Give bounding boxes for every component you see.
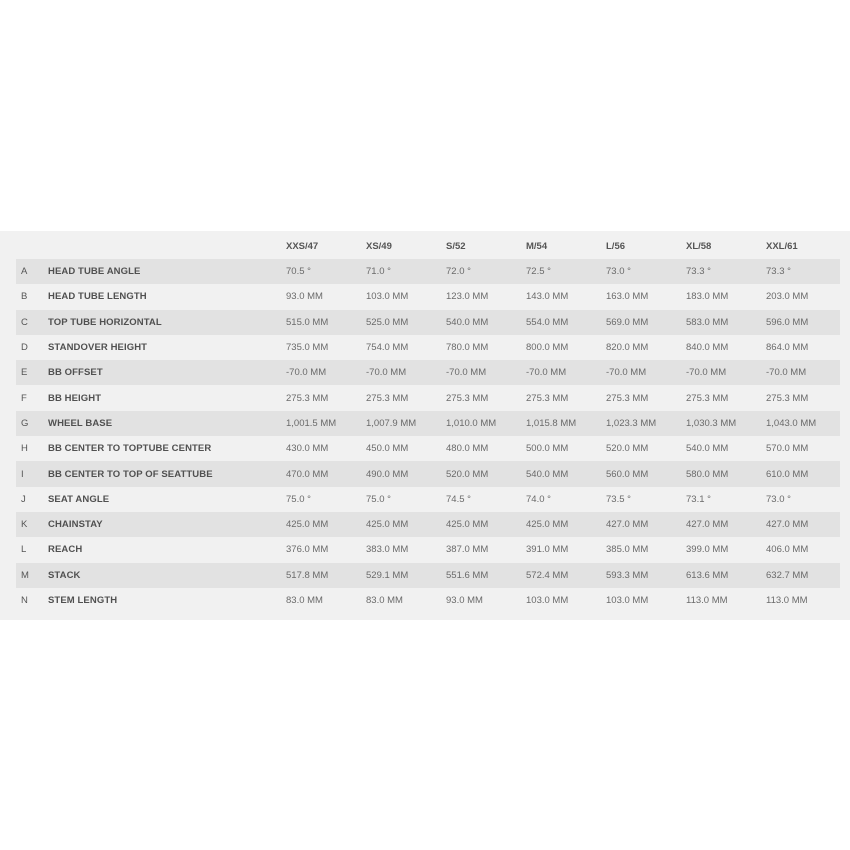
table-row <box>16 411 840 436</box>
measurement-name: STACK <box>48 569 81 581</box>
measurement-value: 275.3 MM <box>286 392 329 404</box>
measurement-value: 113.0 MM <box>766 595 808 606</box>
measurement-name: BB HEIGHT <box>48 392 102 404</box>
measurement-value: 551.6 MM <box>446 569 489 581</box>
measurement-value: 540.0 MM <box>686 443 729 455</box>
row-letter: B <box>21 291 28 303</box>
measurement-value: 525.0 MM <box>366 316 409 328</box>
measurement-value: 113.0 MM <box>686 595 728 606</box>
measurement-name: STANDOVER HEIGHT <box>48 342 148 354</box>
measurement-value: 520.0 MM <box>446 468 489 480</box>
measurement-value: 632.7 MM <box>766 569 809 581</box>
measurement-name: STEM LENGTH <box>48 595 118 606</box>
measurement-value: 1,007.9 MM <box>366 417 417 429</box>
measurement-value: 183.0 MM <box>686 291 729 303</box>
header-size-m54: M/54 <box>526 241 548 252</box>
measurement-value: 517.8 MM <box>286 569 329 581</box>
measurement-value: 83.0 MM <box>366 595 403 606</box>
measurement-value: 425.0 MM <box>286 519 329 531</box>
measurement-value: 75.0 ° <box>286 493 311 505</box>
measurement-name: WHEEL BASE <box>48 417 113 429</box>
measurement-value: 123.0 MM <box>446 291 489 303</box>
measurement-name: BB CENTER TO TOPTUBE CENTER <box>48 443 212 455</box>
row-letter: J <box>21 493 26 505</box>
measurement-value: 572.4 MM <box>526 569 569 581</box>
measurement-name: REACH <box>48 544 83 556</box>
table-row <box>16 259 840 284</box>
table-row <box>16 588 840 613</box>
measurement-value: 275.3 MM <box>446 392 489 404</box>
measurement-value: 490.0 MM <box>366 468 409 480</box>
measurement-value: 780.0 MM <box>446 342 489 354</box>
measurement-value: 430.0 MM <box>286 443 329 455</box>
header-size-xl58: XL/58 <box>686 241 712 252</box>
measurement-value: 72.0 ° <box>446 266 471 278</box>
measurement-value: 387.0 MM <box>446 544 489 556</box>
header-size-xxl61: XXL/61 <box>766 241 798 252</box>
measurement-value: 73.3 ° <box>686 266 711 278</box>
measurement-value: 73.3 ° <box>766 266 791 278</box>
measurement-value: 596.0 MM <box>766 316 809 328</box>
measurement-value: 427.0 MM <box>606 519 649 531</box>
measurement-value: 74.5 ° <box>446 493 471 505</box>
measurement-value: 1,043.0 MM <box>766 417 817 429</box>
measurement-value: -70.0 MM <box>446 367 487 379</box>
row-letter: H <box>21 443 28 455</box>
measurement-value: 425.0 MM <box>446 519 489 531</box>
measurement-name: HEAD TUBE ANGLE <box>48 266 141 278</box>
measurement-value: -70.0 MM <box>526 367 567 379</box>
measurement-name: SEAT ANGLE <box>48 493 110 505</box>
header-size-l56: L/56 <box>606 241 626 252</box>
measurement-value: 1,015.8 MM <box>526 417 577 429</box>
header-size-s52: S/52 <box>446 241 466 252</box>
measurement-value: -70.0 MM <box>766 367 807 379</box>
measurement-value: 554.0 MM <box>526 316 569 328</box>
measurement-value: 569.0 MM <box>606 316 649 328</box>
measurement-value: 93.0 MM <box>446 595 483 606</box>
measurement-value: 570.0 MM <box>766 443 809 455</box>
measurement-value: 71.0 ° <box>366 266 391 278</box>
table-row <box>16 310 840 335</box>
geometry-panel <box>0 231 850 620</box>
table-row <box>16 385 840 410</box>
measurement-value: 1,010.0 MM <box>446 417 497 429</box>
measurement-value: 73.5 ° <box>606 493 631 505</box>
measurement-value: 406.0 MM <box>766 544 809 556</box>
row-letter: G <box>21 417 29 429</box>
measurement-value: 376.0 MM <box>286 544 329 556</box>
table-row <box>16 461 840 486</box>
measurement-value: 73.0 ° <box>766 493 791 505</box>
measurement-value: 103.0 MM <box>606 595 649 606</box>
measurement-name: HEAD TUBE LENGTH <box>48 291 147 303</box>
measurement-value: 425.0 MM <box>366 519 409 531</box>
table-row <box>16 487 840 512</box>
measurement-value: 70.5 ° <box>286 266 311 278</box>
measurement-value: 103.0 MM <box>526 595 569 606</box>
measurement-value: -70.0 MM <box>606 367 647 379</box>
measurement-value: 593.3 MM <box>606 569 649 581</box>
measurement-value: 203.0 MM <box>766 291 809 303</box>
measurement-value: 1,023.3 MM <box>606 417 657 429</box>
table-row <box>16 436 840 461</box>
measurement-value: 275.3 MM <box>526 392 569 404</box>
measurement-value: 391.0 MM <box>526 544 569 556</box>
measurement-value: 93.0 MM <box>286 291 323 303</box>
row-letter: L <box>21 544 27 556</box>
measurement-value: 163.0 MM <box>606 291 649 303</box>
measurement-value: 103.0 MM <box>366 291 409 303</box>
measurement-value: 560.0 MM <box>606 468 649 480</box>
header-size-xxs47: XXS/47 <box>286 241 319 252</box>
measurement-value: 73.1 ° <box>686 493 711 505</box>
measurement-value: 500.0 MM <box>526 443 569 455</box>
measurement-value: 540.0 MM <box>446 316 489 328</box>
measurement-value: 275.3 MM <box>366 392 409 404</box>
measurement-value: 1,030.3 MM <box>686 417 737 429</box>
table-row <box>16 284 840 309</box>
measurement-name: BB OFFSET <box>48 367 103 379</box>
row-letter: M <box>21 569 29 581</box>
measurement-value: 75.0 ° <box>366 493 391 505</box>
measurement-value: 864.0 MM <box>766 342 809 354</box>
measurement-name: BB CENTER TO TOP OF SEATTUBE <box>48 468 213 480</box>
row-letter: K <box>21 519 28 531</box>
measurement-value: 72.5 ° <box>526 266 551 278</box>
measurement-value: 83.0 MM <box>286 595 323 606</box>
measurement-value: 470.0 MM <box>286 468 329 480</box>
measurement-value: 143.0 MM <box>526 291 569 303</box>
header-size-xs49: XS/49 <box>366 241 392 252</box>
row-letter: D <box>21 342 28 354</box>
row-letter: N <box>21 595 28 606</box>
measurement-value: 610.0 MM <box>766 468 809 480</box>
measurement-value: 275.3 MM <box>606 392 649 404</box>
measurement-value: 735.0 MM <box>286 342 329 354</box>
measurement-value: 275.3 MM <box>686 392 729 404</box>
measurement-value: 480.0 MM <box>446 443 489 455</box>
measurement-value: 520.0 MM <box>606 443 649 455</box>
header-measurement <box>48 234 286 259</box>
measurement-value: 1,001.5 MM <box>286 417 337 429</box>
measurement-value: -70.0 MM <box>286 367 327 379</box>
header-letter <box>16 234 48 259</box>
measurement-value: 427.0 MM <box>766 519 809 531</box>
measurement-name: CHAINSTAY <box>48 519 103 531</box>
measurement-value: 754.0 MM <box>366 342 409 354</box>
measurement-value: 450.0 MM <box>366 443 409 455</box>
measurement-value: 583.0 MM <box>686 316 729 328</box>
measurement-value: 613.6 MM <box>686 569 729 581</box>
measurement-value: 399.0 MM <box>686 544 729 556</box>
measurement-value: 540.0 MM <box>526 468 569 480</box>
geometry-table <box>16 234 840 613</box>
measurement-value: 515.0 MM <box>286 316 329 328</box>
measurement-value: 840.0 MM <box>686 342 729 354</box>
measurement-value: -70.0 MM <box>366 367 407 379</box>
table-row <box>16 563 840 588</box>
measurement-value: 820.0 MM <box>606 342 649 354</box>
measurement-value: 74.0 ° <box>526 493 551 505</box>
row-letter: C <box>21 316 28 328</box>
measurement-value: 385.0 MM <box>606 544 649 556</box>
row-letter: I <box>21 468 24 480</box>
row-letter: A <box>21 266 28 278</box>
table-row <box>16 335 840 360</box>
table-row <box>16 360 840 385</box>
measurement-name: TOP TUBE HORIZONTAL <box>48 316 162 328</box>
measurement-value: 529.1 MM <box>366 569 409 581</box>
measurement-value: 425.0 MM <box>526 519 569 531</box>
measurement-value: 580.0 MM <box>686 468 729 480</box>
table-header-row <box>16 234 840 259</box>
row-letter: F <box>21 392 27 404</box>
row-letter: E <box>21 367 28 379</box>
measurement-value: 275.3 MM <box>766 392 809 404</box>
measurement-value: 73.0 ° <box>606 266 631 278</box>
table-row <box>16 512 840 537</box>
measurement-value: 383.0 MM <box>366 544 409 556</box>
measurement-value: 800.0 MM <box>526 342 569 354</box>
measurement-value: 427.0 MM <box>686 519 729 531</box>
table-row <box>16 537 840 562</box>
measurement-value: -70.0 MM <box>686 367 727 379</box>
